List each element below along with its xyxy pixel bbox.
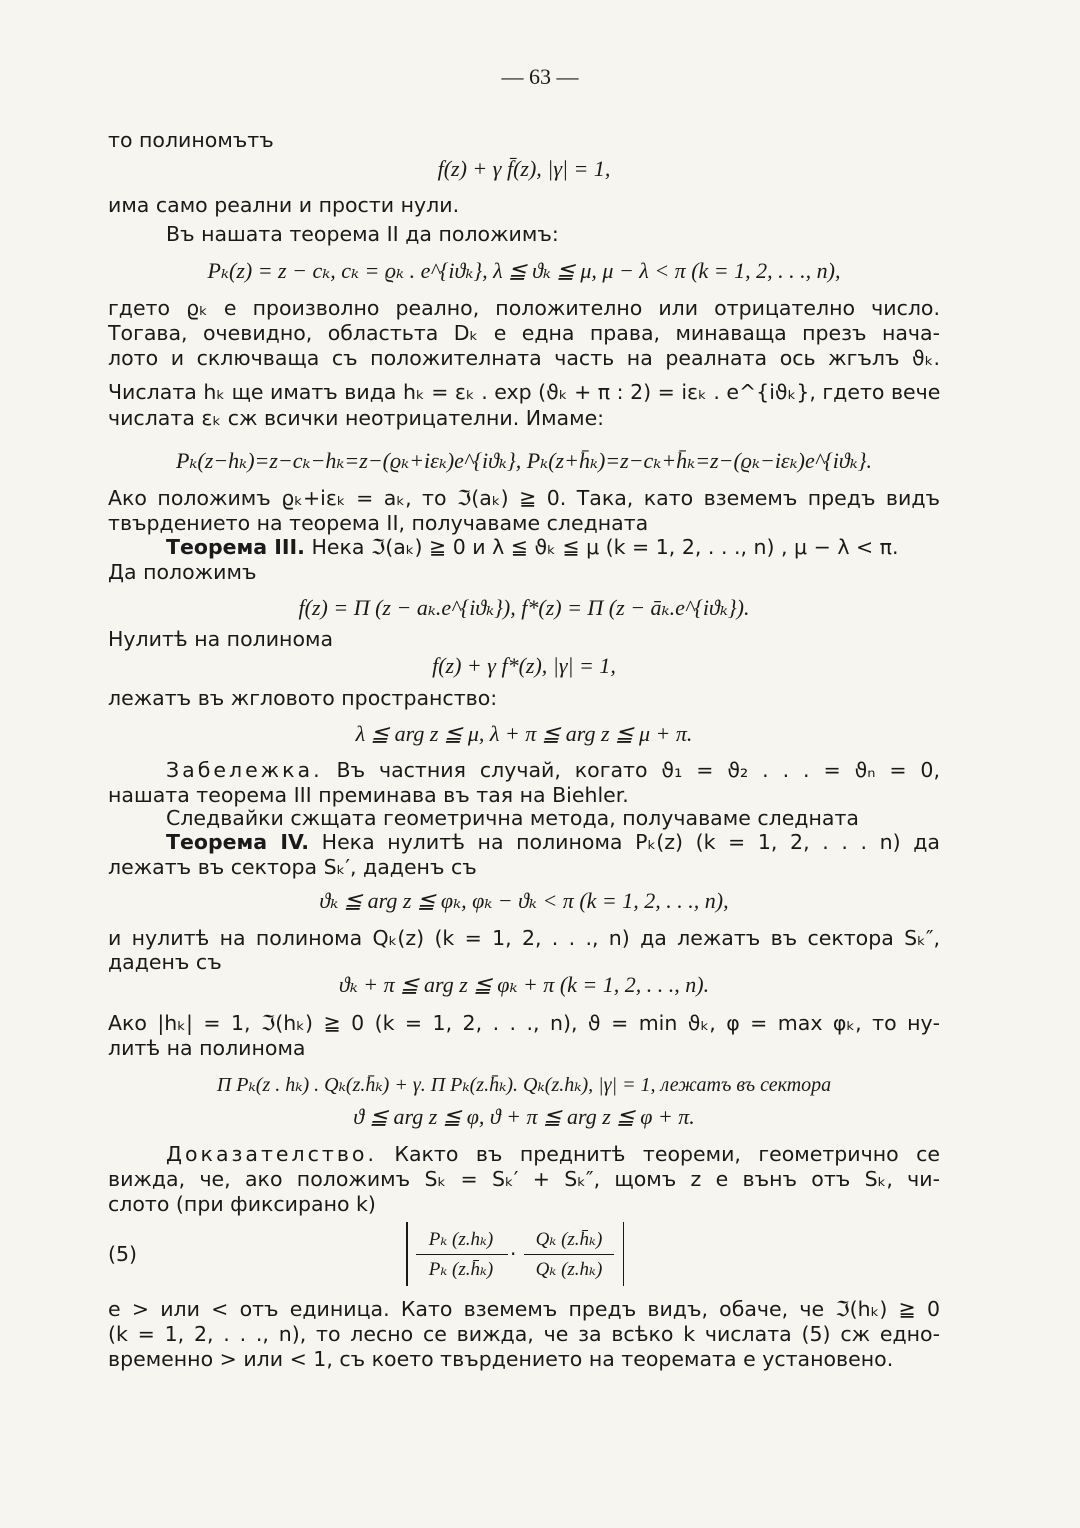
formula: Pₖ(z) = z − cₖ, cₖ = ϱₖ . e^{iϑₖ}, λ ≦ ϑₖ ≦ μ, μ − λ < π (k = 1, 2, . . ., n), bbox=[207, 258, 841, 283]
text-line: Нулитѣ на полинома bbox=[108, 627, 334, 651]
multiplication-dot: · bbox=[510, 1242, 517, 1266]
text-line: литѣ на полинома bbox=[108, 1036, 306, 1060]
theorem-3-label: Теорема III. bbox=[166, 535, 305, 559]
text-line: Да положимъ bbox=[108, 560, 257, 584]
proof-text: Както въ преднитѣ теореми, геометрично се bbox=[376, 1142, 940, 1166]
fraction-1-numerator: Pₖ (z.hₖ) bbox=[428, 1229, 494, 1250]
abs-bar-right bbox=[623, 1222, 625, 1286]
text-line: и нулитѣ на полинома Qₖ(z) (k = 1, 2, . . ., n) да лежатъ въ сектора Sₖ″, bbox=[108, 926, 940, 950]
fraction-1-line bbox=[416, 1254, 508, 1255]
formula: f(z) + γ f̄(z), |γ| = 1, bbox=[437, 156, 611, 181]
text-line: слото (при фиксирано k) bbox=[108, 1192, 376, 1216]
text-line: числата εₖ сж всички неотрицателни. Имаме: bbox=[108, 406, 605, 430]
formula: ϑₖ ≦ arg z ≦ φₖ, φₖ − ϑₖ < π (k = 1, 2, . . ., n), bbox=[319, 888, 729, 913]
text-line: Следвайки сжщата геометрична метода, получаваме следната bbox=[166, 806, 859, 830]
equation-5 bbox=[406, 1222, 624, 1286]
formula: Pₖ(z−hₖ)=z−cₖ−hₖ=z−(ϱₖ+iεₖ)e^{iϑₖ}, Pₖ(z+h̄ₖ)=z−cₖ+h̄ₖ=z−(ϱₖ−iεₖ)e^{iϑₖ}. bbox=[175, 448, 873, 473]
remark-label: Забележка. bbox=[166, 758, 323, 782]
fraction-2-numerator: Qₖ (z.h̄ₖ) bbox=[535, 1229, 603, 1250]
formula: f(z) + γ f*(z), |γ| = 1, bbox=[432, 653, 616, 678]
text-line: лежатъ въ сектора Sₖ′, даденъ съ bbox=[108, 855, 477, 879]
abs-bar-left bbox=[406, 1222, 408, 1286]
fraction-1-denominator: Pₖ (z.h̄ₖ) bbox=[428, 1259, 494, 1280]
remark-line bbox=[108, 758, 940, 782]
remark-text: Въ частния случай, когато ϑ₁ = ϑ₂ . . . = ϑₙ = 0, bbox=[322, 758, 940, 782]
formula: f(z) = Π (z − aₖ.e^{iϑₖ}), f*(z) = Π (z − āₖ.e^{iϑₖ}). bbox=[298, 595, 750, 620]
formula: ϑ ≦ arg z ≦ φ, ϑ + π ≦ arg z ≦ φ + π. bbox=[353, 1104, 695, 1129]
fraction-2-denominator: Qₖ (z.hₖ) bbox=[535, 1259, 603, 1280]
text-line: Ако положимъ ϱₖ+iεₖ = aₖ, то ℑ(aₖ) ≧ 0. Така, като вземемъ предъ видъ bbox=[108, 486, 940, 510]
theorem-3-text: Нека ℑ(aₖ) ≧ 0 и λ ≦ ϑₖ ≦ μ (k = 1, 2, . . ., n) , μ − λ < π. bbox=[304, 535, 899, 559]
text-line: то полиномътъ bbox=[108, 128, 274, 152]
text-line: лежатъ въ жгловото пространство: bbox=[108, 686, 498, 710]
text-line: вижда, че, ако положимъ Sₖ = Sₖ′ + Sₖ″, щомъ z е вънъ отъ Sₖ, чи- bbox=[108, 1167, 940, 1191]
formula: λ ≦ arg z ≦ μ, λ + π ≦ arg z ≦ μ + π. bbox=[355, 721, 693, 746]
text-line: гдето ϱₖ е произволно реално, положително или отрицателно число. bbox=[108, 296, 940, 320]
text-line: даденъ съ bbox=[108, 950, 222, 974]
text-line: е > или < отъ единица. Като вземемъ предъ видъ, обаче, че ℑ(hₖ) ≧ 0 bbox=[108, 1297, 940, 1321]
formula: ϑₖ + π ≦ arg z ≦ φₖ + π (k = 1, 2, . . ., n). bbox=[338, 972, 710, 997]
text-line: Тогава, очевидно, областьта Dₖ е една права, минаваща презъ нача- bbox=[108, 321, 940, 345]
text-line: Въ нашата теорема II да положимъ: bbox=[166, 222, 559, 246]
text-line: има само реални и прости нули. bbox=[108, 193, 460, 217]
text-line: нашата теорема III преминава въ тая на Biehler. bbox=[108, 783, 629, 807]
text-line: Числата hₖ ще иматъ вида hₖ = εₖ . exp (ϑₖ + π : 2) = iεₖ . e^{iϑₖ}, гдето вече bbox=[108, 380, 940, 404]
equation-number: (5) bbox=[108, 1242, 138, 1266]
text-line: лото и сключваща съ положителната часть на реалната ось жгълъ ϑₖ. bbox=[108, 346, 940, 370]
theorem-4-text: Нека нулитѣ на полинома Pₖ(z) (k = 1, 2, . . . n) да bbox=[309, 830, 940, 854]
page-number: — 63 — bbox=[501, 64, 579, 89]
theorem-4-label: Теорема IV. bbox=[166, 830, 310, 854]
text-line: твърдението на теорема II, получаваме следната bbox=[108, 511, 649, 535]
proof-line bbox=[108, 1142, 940, 1166]
text-line: (k = 1, 2, . . ., n), то лесно се вижда, че за всѣко k числата (5) сж едно- bbox=[108, 1322, 940, 1346]
proof-label: Доказателство. bbox=[166, 1142, 377, 1166]
formula: Π Pₖ(z . hₖ) . Qₖ(z.h̄ₖ) + γ. Π Pₖ(z.h̄ₖ). Qₖ(z.hₖ), |γ| = 1, лежатъ въ сектора bbox=[216, 1074, 832, 1096]
fraction-2-line bbox=[524, 1254, 614, 1255]
text-line: Ако |hₖ| = 1, ℑ(hₖ) ≧ 0 (k = 1, 2, . . ., n), ϑ = min ϑₖ, φ = max φₖ, то ну- bbox=[108, 1011, 940, 1035]
text-line: временно > или < 1, съ което твърдението на теоремата е установено. bbox=[108, 1347, 894, 1371]
theorem-3-line bbox=[108, 535, 940, 559]
theorem-4-line bbox=[108, 830, 940, 854]
